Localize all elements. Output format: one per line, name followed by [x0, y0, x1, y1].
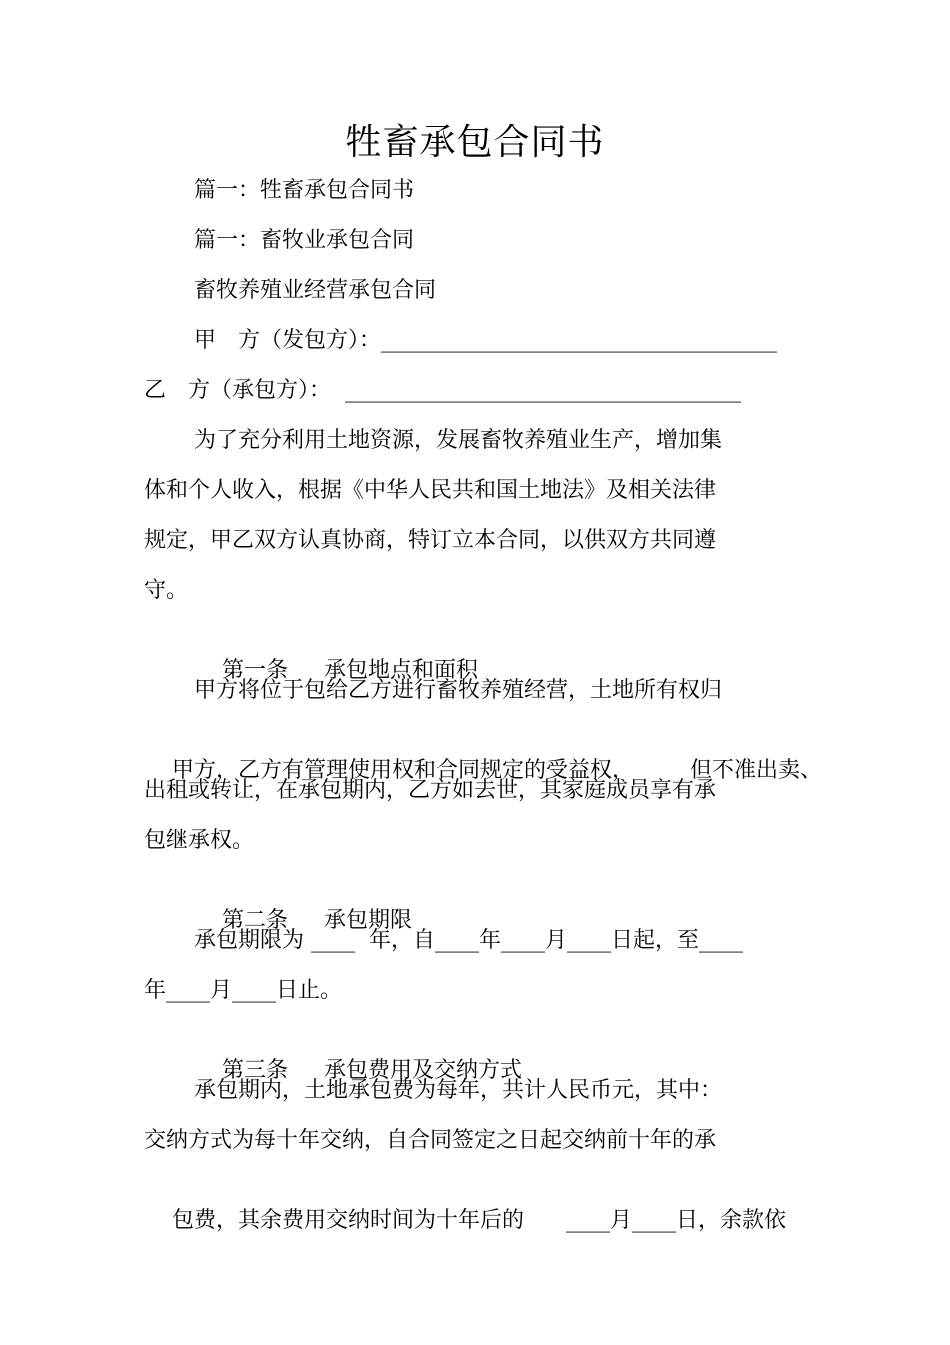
article-3-line-1: 承包期内，土地承包费为每年，共计人民币元，其中： [194, 1078, 723, 1103]
preamble-line-1: 为了充分利用土地资源，发展畜牧养殖业生产，增加集 [194, 428, 723, 453]
article-2-title: 承包期限 [324, 908, 413, 933]
article-3-line-3a: 包费，其余费用交纳时间为十年后的 [171, 1208, 524, 1233]
article-1-line-2a: 甲方，乙方有管理使用权和合同规定的受益权， [171, 758, 634, 783]
article-1-title: 承包地点和面积 [324, 658, 479, 683]
article-1-line-4: 包继承权。 [144, 828, 255, 853]
article-1-line-2b: 但不准出卖、 [690, 758, 823, 783]
document-title: 牲畜承包合同书 [345, 122, 605, 163]
party-a-line: 甲 方（发包方）：____________________________________ [194, 328, 778, 353]
section-heading-2: 篇一：畜牧业承包合同 [194, 228, 415, 253]
article-2-line-2: 年____月____日止。 [144, 978, 343, 1003]
article-3-line-2: 交纳方式为每十年交纳，自合同签定之日起交纳前十年的承 [144, 1128, 717, 1153]
article-2-number: 第二条 [221, 908, 288, 933]
article-1-line-1: 甲方将位于包给乙方进行畜牧养殖经营，土地所有权归 [194, 678, 723, 703]
article-3-line-3b: ____月____日，余款依 [566, 1208, 787, 1233]
article-3-title: 承包费用及交纳方式 [324, 1058, 523, 1083]
article-3-line-3 [144, 1176, 786, 1266]
contract-name: 畜牧养殖业经营承包合同 [194, 278, 437, 303]
preamble-line-4: 守。 [144, 578, 189, 603]
section-heading-1: 篇一：牲畜承包合同书 [194, 178, 415, 203]
party-b-line: 乙 方（承包方）： ____________________________________ [144, 378, 741, 403]
article-1-line-3: 出租或转让，在承包期内，乙方如去世，其家庭成员享有承 [144, 778, 717, 803]
preamble-line-3: 规定，甲乙双方认真协商，特订立本合同，以供双方共同遵 [144, 528, 717, 553]
article-3-number: 第三条 [221, 1058, 288, 1083]
article-2-line-1: 承包期限为 ____ 年，自____年____月____日起，至____ [194, 928, 743, 953]
article-1-number: 第一条 [221, 658, 288, 683]
preamble-line-2: 体和个人收入，根据《中华人民共和国土地法》及相关法律 [144, 478, 717, 503]
